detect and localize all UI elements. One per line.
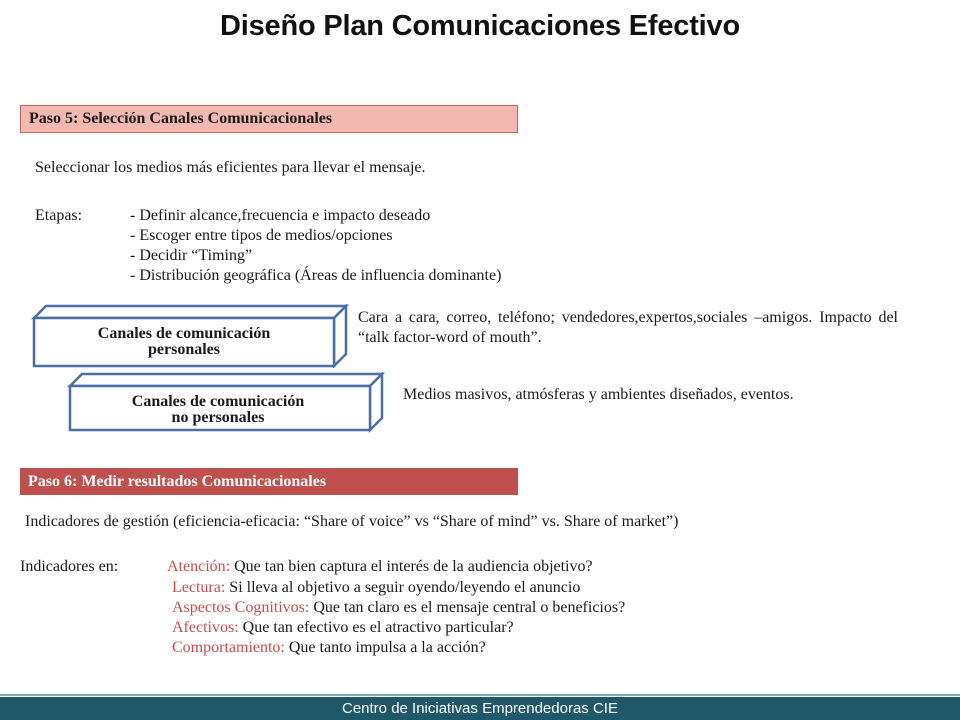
indicator-term: Lectura: [172, 579, 226, 596]
page-title: Diseño Plan Comunicaciones Efectivo [220, 10, 740, 42]
stage-item: - Decidir “Timing” [130, 247, 253, 264]
indicators-first [167, 557, 593, 577]
nonpersonal-channels-desc: Medios masivos, atmósferas y ambientes diseñados, eventos. [403, 386, 794, 403]
stage-item: - Definir alcance,frecuencia e impacto deseado [130, 207, 431, 224]
nonpersonal-channels-line2: no personales [171, 409, 265, 426]
indicator-term: Atención: [167, 558, 231, 575]
personal-channels-line2: personales [148, 341, 220, 358]
stages-list [130, 206, 501, 286]
nonpersonal-channels-label [70, 394, 366, 426]
step5-header: Paso 5: Selección Canales Comunicacionales [20, 105, 518, 133]
stage-item: - Distribución geográfica (Áreas de influencia dominante) [130, 267, 502, 284]
indicator-term: Comportamiento: [172, 639, 285, 656]
nonpersonal-channels-line1: Canales de comunicación [131, 393, 305, 410]
footer-bar: Centro de Iniciativas Emprendedoras CIE [0, 697, 960, 720]
indicator-row [172, 578, 625, 598]
management-indicators: Indicadores de gestión (eficiencia-eficacia: “Share of voice” vs “Share of mind” vs. Share of market”) [25, 513, 679, 530]
stages-label: Etapas: [35, 207, 83, 224]
indicator-text: Que tan claro es el mensaje central o beneficios? [313, 599, 626, 616]
indicator-row [172, 638, 625, 658]
footer-divider [0, 694, 960, 696]
personal-channels-line1: Canales de comunicación [97, 325, 271, 342]
step5-intro: Seleccionar los medios más eficientes para llevar el mensaje. [35, 159, 426, 176]
indicator-row [172, 618, 625, 638]
stage-item: - Escoger entre tipos de medios/opciones [130, 227, 393, 244]
indicators-rest [172, 578, 625, 658]
indicator-text: Que tanto impulsa a la acción? [288, 639, 486, 656]
indicator-row [172, 598, 625, 618]
indicator-text: Si lleva al objetivo a seguir oyendo/leyendo el anuncio [229, 579, 581, 596]
indicator-term: Afectivos: [172, 619, 239, 636]
indicators-label: Indicadores en: [20, 558, 119, 575]
indicator-text: Que tan efectivo es el atractivo particular? [242, 619, 514, 636]
indicator-text: Que tan bien captura el interés de la audiencia objetivo? [234, 558, 593, 575]
step6-header: Paso 6: Medir resultados Comunicacionales [20, 468, 518, 495]
indicator-term: Aspectos Cognitivos: [172, 599, 310, 616]
personal-channels-desc: Cara a cara, correo, teléfono; vendedores,expertos,sociales –amigos. Impacto del “talk factor-word of mouth”. [358, 309, 898, 346]
personal-channels-label [34, 326, 334, 358]
